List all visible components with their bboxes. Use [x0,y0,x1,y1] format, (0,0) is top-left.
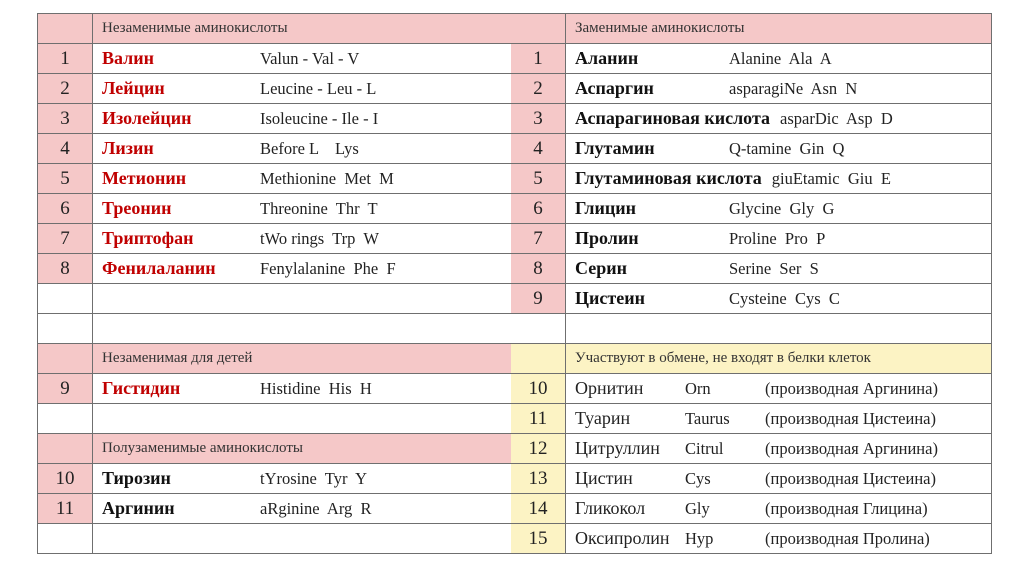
amino-acid-name: Аспарагиновая кислота [575,108,771,128]
amino-acid-name: Глутамин [575,138,655,158]
row-number: 6 [511,194,566,223]
row-number: 9 [38,374,93,403]
nonessential-header: Заменимые аминокислоты [575,20,745,36]
empty-row [511,314,991,344]
amino-acid-name: Аланин [575,48,639,68]
empty-row [38,404,512,434]
table-row [511,134,991,164]
amino-acid-note: (производная Аргинина) [765,378,938,398]
table-row [511,224,991,254]
amino-acid-name: Гликокол [575,498,646,518]
row-number: 11 [511,404,566,433]
amino-acid-code: Before L Lys [260,138,359,158]
amino-acid-code: Serine Ser S [729,258,819,278]
empty-row [38,524,512,554]
amino-acid-name: Валин [102,48,155,68]
amino-acid-code: Cysteine Cys C [729,288,840,308]
amino-acid-code: Valun - Val - V [260,48,360,68]
table-row [511,404,991,434]
amino-acid-code: Proline Pro P [729,228,826,248]
amino-acid-code: Alanine Ala A [729,48,832,68]
amino-acid-code: Cys [685,468,711,488]
table-row [511,374,991,404]
amino-acid-code: Taurus [685,408,730,428]
table-row [511,164,991,194]
amino-acid-name: Оксипролин [575,528,670,548]
nonessential-header-row [511,14,991,44]
amino-acid-code: Fenylalanine Phe F [260,258,396,278]
row-number: 12 [511,434,566,463]
amino-acid-note: (производная Пролина) [765,528,930,548]
table-row [511,194,991,224]
amino-acid-name: Треонин [102,198,172,218]
amino-acid-name: Цистин [575,468,633,488]
amino-acid-name: Глицин [575,198,637,218]
row-number: 10 [38,464,93,493]
amino-acid-code: Orn [685,378,711,398]
amino-acid-code: Leucine - Leu - L [260,78,377,98]
row-number: 5 [38,164,93,193]
amino-acid-code: Glycine Gly G [729,198,835,218]
amino-acid-code: Hyp [685,528,714,548]
row-number: 6 [38,194,93,223]
semi-header-row [38,434,512,464]
table-row [511,464,991,494]
table-row [511,524,991,554]
amino-acid-code: asparagiNe Asn N [729,78,858,98]
amino-acid-name: Лейцин [102,78,165,98]
amino-acid-name: Лизин [102,138,154,158]
amino-acid-code: aRginine Arg R [260,498,372,518]
amino-acid-code: Gly [685,498,710,518]
amino-acid-note: (производная Глицина) [765,498,928,518]
table-row [511,254,991,284]
amino-acid-name: Цитруллин [575,438,660,458]
amino-acid-name: Фенилаланин [102,258,216,278]
amino-acid-code: Q-tamine Gin Q [729,138,845,158]
table-row [38,134,512,164]
row-number: 2 [38,74,93,103]
amino-acid-name: Орнитин [575,378,644,398]
amino-acid-code: Histidine His H [260,378,372,398]
amino-acid-name: Триптофан [102,228,194,248]
amino-acid-code: asparDic Asp D [780,108,893,128]
table-row [38,44,512,74]
essential-amino-acids-table [37,13,513,554]
table-row [38,254,512,284]
amino-acid-name: Метионин [102,168,187,188]
amino-acid-note: (производная Цистеина) [765,468,936,488]
other-header: Участвуют в обмене, не входят в белки клеток [575,350,871,366]
empty-row [38,284,512,314]
amino-acid-name: Цистеин [575,288,645,308]
table-row [511,104,991,134]
row-number: 11 [38,494,93,523]
table-row [511,74,991,104]
amino-acid-code: Isoleucine - Ile - I [260,108,379,128]
row-number: 9 [511,284,566,313]
amino-acid-code: tWo rings Trp W [260,228,379,248]
row-number: 7 [38,224,93,253]
table-row [511,434,991,464]
table-row [38,464,512,494]
amino-acid-name: Глутаминовая кислота [575,168,762,188]
row-number: 5 [511,164,566,193]
empty-row [38,314,512,344]
table-row [511,44,991,74]
other-header-row [511,344,991,374]
row-number: 2 [511,74,566,103]
row-number: 13 [511,464,566,493]
row-number: 7 [511,224,566,253]
essential-header: Незаменимые аминокислоты [102,20,288,36]
row-number: 1 [511,44,566,73]
amino-acid-code: Threonine Thr T [260,198,378,218]
amino-acid-name: Пролин [575,228,639,248]
table-row [38,374,512,404]
table-row [38,194,512,224]
amino-acid-name: Тирозин [102,468,171,488]
children-header: Незаменимая для детей [102,350,253,366]
amino-acid-name: Изолейцин [102,108,192,128]
row-number: 3 [511,104,566,133]
row-number: 8 [38,254,93,283]
amino-acid-name: Аспаргин [575,78,654,98]
amino-acid-name: Серин [575,258,627,278]
row-number: 15 [511,524,566,553]
amino-acid-name: Туарин [575,408,631,428]
amino-acid-code: giuEtamic Giu E [771,168,891,188]
amino-acid-note: (производная Аргинина) [765,438,938,458]
row-number: 3 [38,104,93,133]
row-number: 4 [38,134,93,163]
amino-acid-name: Гистидин [102,378,181,398]
semi-header: Полузаменимые аминокислоты [102,440,303,456]
amino-acid-name: Аргинин [102,498,175,518]
row-number: 10 [511,374,566,403]
amino-acid-code: Citrul [685,438,724,458]
table-row [511,284,991,314]
amino-acid-code: Methionine Met M [260,168,394,188]
table-row [38,164,512,194]
row-number: 8 [511,254,566,283]
table-row [511,494,991,524]
table-row [38,224,512,254]
children-header-row [38,344,512,374]
essential-header-row [38,14,512,44]
table-row [38,104,512,134]
header-num-cell [38,14,93,43]
amino-acid-code: tYrosine Tyr Y [260,468,368,488]
table-row [38,74,512,104]
table-row [38,494,512,524]
row-number: 14 [511,494,566,523]
row-number: 4 [511,134,566,163]
row-number: 1 [38,44,93,73]
nonessential-amino-acids-table [511,13,992,554]
amino-acid-note: (производная Цистеина) [765,408,936,428]
